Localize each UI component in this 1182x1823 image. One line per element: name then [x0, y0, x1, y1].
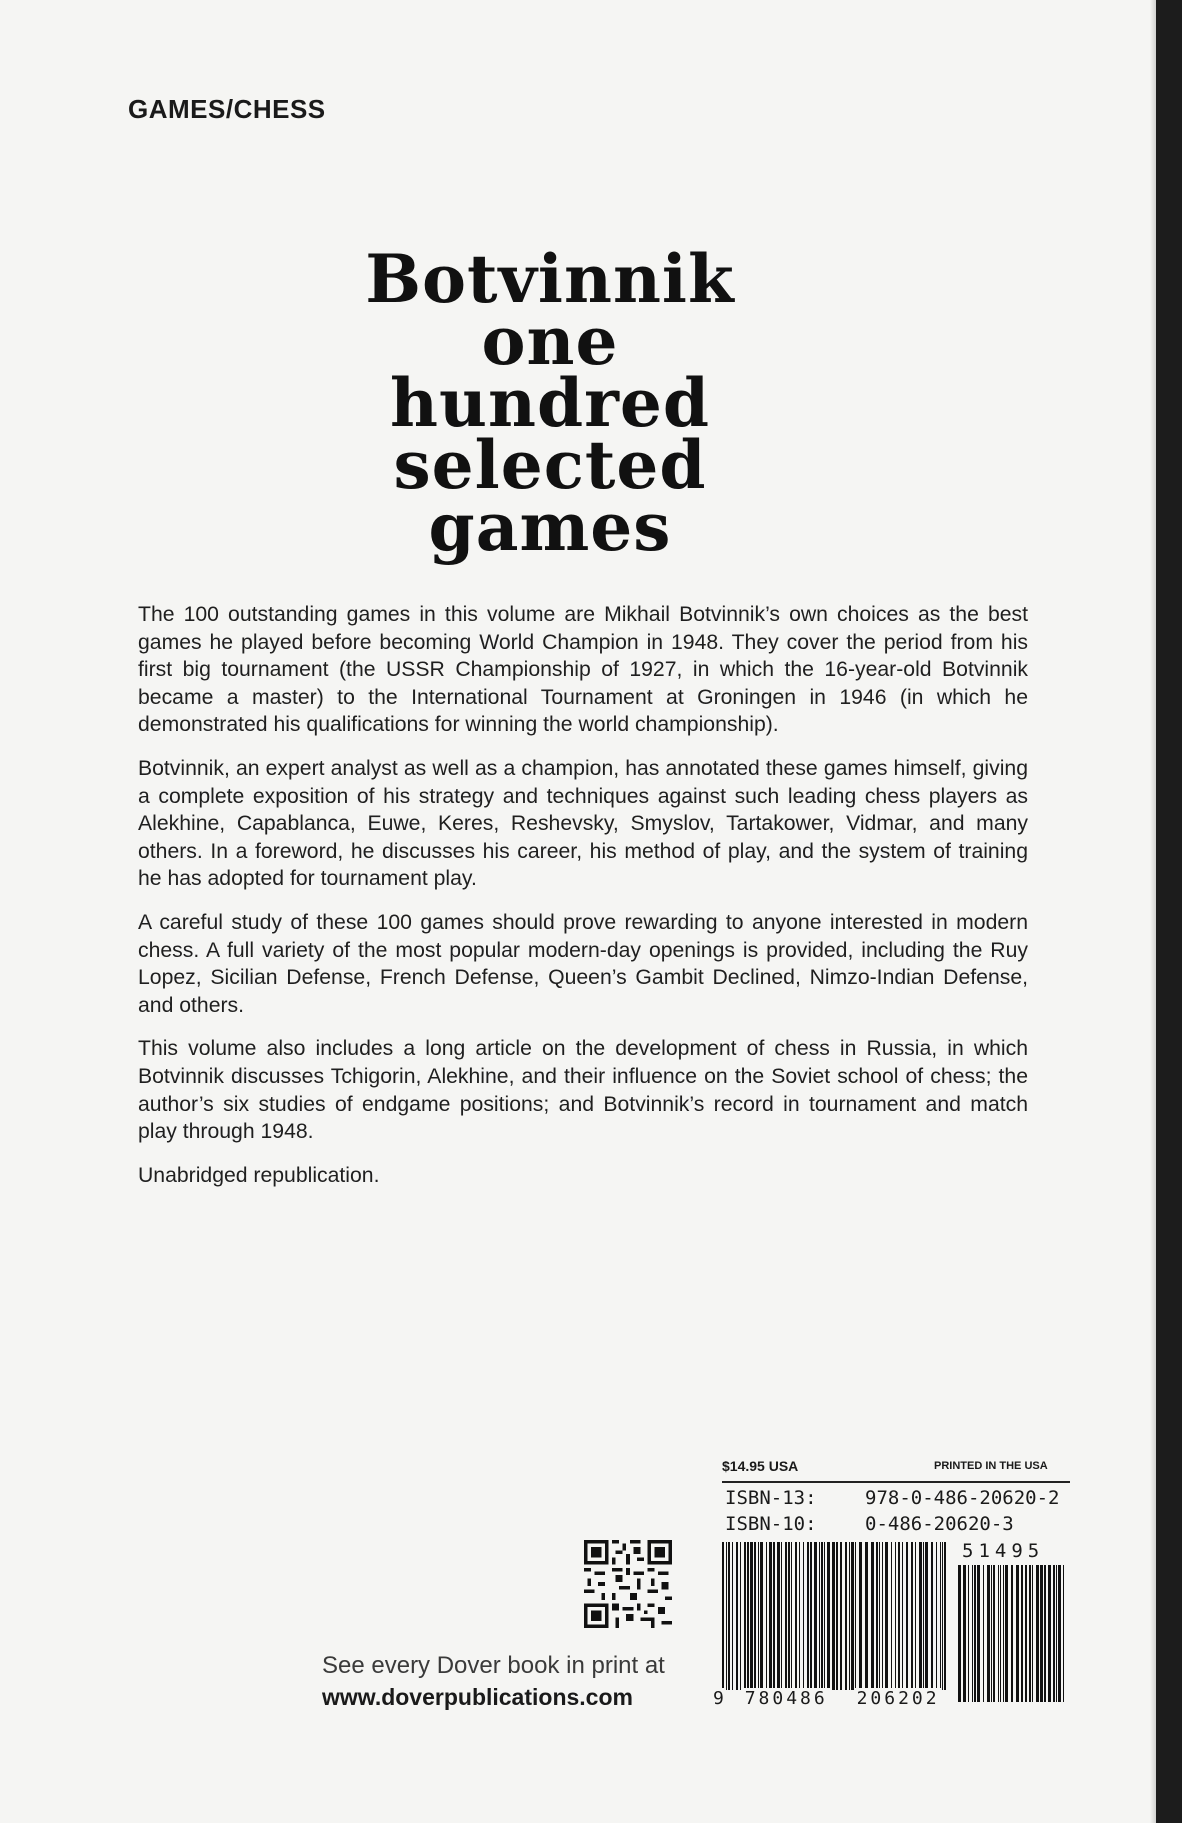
- barcode-bar: [766, 1542, 767, 1690]
- barcode-bar: [876, 1542, 878, 1690]
- barcode-bar: [824, 1542, 825, 1690]
- barcode-bar: [879, 1542, 880, 1690]
- barcode-bar: [891, 1542, 892, 1690]
- description-paragraph: Botvinnik, an expert analyst as well as a champion, has annotated these games himself, giving a complete exposition of his strategy and techniques against such leading chess players as Alekhine, Capablanca, Euwe, Keres, Reshevsky, Smyslov, Tartakower, Vidmar, and many others. In a foreword, he discusses his career, his method of play, and the system of training he has adopted for tournament play.: [138, 756, 1028, 891]
- barcode-bar: [963, 1565, 966, 1702]
- barcode-bar: [736, 1542, 738, 1690]
- barcode-bar: [871, 1542, 874, 1690]
- barcode-bar: [855, 1542, 856, 1690]
- title-line: one: [481, 302, 619, 380]
- barcode-bar: [991, 1565, 992, 1702]
- price: $14.95 USA: [722, 1458, 799, 1474]
- title-line: hundred: [389, 364, 711, 442]
- barcode-bar: [1056, 1565, 1057, 1702]
- title-line: Botvinnik: [365, 240, 735, 318]
- qr-code-icon[interactable]: [584, 1540, 672, 1628]
- barcode-bar: [958, 1565, 961, 1702]
- ean-left-digits: 780486: [744, 1688, 828, 1709]
- description: [138, 601, 1028, 1205]
- barcode-bar: [821, 1542, 823, 1690]
- price-addon-code: 51495: [962, 1540, 1045, 1562]
- barcode-bar: [923, 1542, 924, 1690]
- isbn-10-value: 0-486-20620-3: [865, 1513, 1014, 1535]
- barcode-bar: [832, 1542, 835, 1690]
- barcode-icon: [722, 1542, 948, 1702]
- description-paragraph: This volume also includes a long article on the development of chess in Russia, in which Botvinnik discusses Tchigorin, Alekhine, and their influence on the Soviet school of chess; the author’s six studies of endgame positions; and Botvinnik’s record in tournament and match play through 1948.: [138, 1037, 1028, 1144]
- barcode-bar: [987, 1565, 990, 1702]
- barcode-bar: [968, 1565, 969, 1702]
- category-label: GAMES/CHESS: [128, 94, 326, 124]
- barcode-bar: [722, 1542, 724, 1690]
- barcode-bar: [747, 1542, 749, 1690]
- barcode-bar: [1003, 1565, 1004, 1702]
- barcode-bar: [1029, 1565, 1031, 1702]
- barcode-bar: [898, 1542, 900, 1690]
- barcode-bar: [925, 1542, 928, 1690]
- barcode-bar: [895, 1542, 896, 1690]
- ean-first-digit: 9: [713, 1688, 724, 1709]
- barcode-bar: [1040, 1565, 1043, 1702]
- barcode-bar: [911, 1542, 913, 1690]
- barcode-bar: [1063, 1565, 1064, 1702]
- barcode-bar: [1058, 1565, 1061, 1702]
- printed-in-label: PRINTED IN THE USA: [934, 1460, 1048, 1472]
- ean-right-digits: 206202: [856, 1688, 940, 1709]
- barcode-bar: [1032, 1565, 1033, 1702]
- barcode-bar: [882, 1542, 883, 1690]
- isbn-divider: [722, 1481, 1070, 1483]
- isbn-10: [725, 1513, 1014, 1535]
- description-paragraph: A careful study of these 100 games should prove rewarding to anyone interested in modern chess. A full variety of the most popular modern-day openings is provided, including the Ruy Lopez, Sicilian Defense, French Defense, Queen’s Gambit Declined, Nimzo-Indian Defense, and others.: [138, 910, 1028, 1017]
- barcode-bar: [819, 1542, 820, 1690]
- description-paragraph: Unabridged republication.: [138, 1163, 380, 1187]
- isbn-13-value: 978-0-486-20620-2: [865, 1487, 1060, 1509]
- barcode-bar: [754, 1542, 756, 1690]
- addon-barcode-icon: [958, 1565, 1068, 1702]
- barcode-bar: [836, 1542, 838, 1690]
- barcode-bar: [728, 1542, 730, 1690]
- barcode-bar: [740, 1542, 741, 1690]
- barcode-bar: [795, 1542, 797, 1690]
- isbn-13: [725, 1487, 1059, 1509]
- barcode-bar: [1016, 1565, 1019, 1702]
- barcode-bar: [785, 1542, 787, 1690]
- barcode-bar: [1036, 1565, 1039, 1702]
- barcode-bar: [972, 1565, 973, 1702]
- barcode-bar: [859, 1542, 862, 1690]
- barcode-bar: [758, 1542, 759, 1690]
- barcode-bar: [942, 1542, 943, 1690]
- description-paragraph: The 100 outstanding games in this volume are Mikhail Botvinnik’s own choices as the best games he played before becoming World Champion in 1948. They cover the period from his first big tournament (the USSR Championship of 1927, in which the 16-year-old Botvinnik became a master) to the International Tournament at Groningen in 1946 (in which he demonstrated his qualifications for winning the world championship).: [138, 603, 1028, 737]
- barcode-bar: [998, 1565, 999, 1702]
- barcode-bar: [944, 1542, 946, 1690]
- website-link[interactable]: www.doverpublications.com: [322, 1684, 633, 1710]
- barcode-bar: [915, 1542, 916, 1690]
- barcode-bar: [732, 1542, 733, 1690]
- barcode-bar: [974, 1565, 976, 1702]
- barcode-bar: [791, 1542, 792, 1690]
- barcode-bar: [803, 1542, 804, 1690]
- isbn-10-label: ISBN-10:: [725, 1513, 817, 1535]
- barcode-bar: [977, 1565, 980, 1702]
- barcode-bar: [810, 1542, 812, 1690]
- ean-digits: [711, 1688, 942, 1709]
- barcode-bar: [788, 1542, 790, 1690]
- barcode-bar: [936, 1542, 937, 1690]
- barcode-bar: [760, 1542, 763, 1690]
- barcode-bar: [781, 1542, 782, 1690]
- title-line: games: [428, 488, 672, 566]
- barcode-bar: [865, 1542, 868, 1690]
- barcode-bar: [1025, 1565, 1027, 1702]
- barcode-bar: [744, 1542, 746, 1690]
- barcode-bar: [902, 1542, 903, 1690]
- barcode-bar: [983, 1565, 984, 1702]
- spine-edge: [1156, 0, 1182, 1823]
- barcode-bar: [940, 1542, 941, 1690]
- barcode-bar: [845, 1542, 847, 1690]
- barcode-bar: [1011, 1565, 1013, 1702]
- barcode-bar: [885, 1542, 888, 1690]
- barcode-bar: [849, 1542, 850, 1690]
- barcode-bar: [1021, 1565, 1023, 1702]
- barcode-bar: [769, 1542, 772, 1690]
- barcode-bar: [919, 1542, 922, 1690]
- barcode-bar: [1044, 1565, 1046, 1702]
- see-every-text: See every Dover book in print at: [322, 1652, 665, 1679]
- barcode-bar: [1053, 1565, 1055, 1702]
- barcode-bar: [773, 1542, 775, 1690]
- barcode-bar: [1005, 1565, 1008, 1702]
- barcode-bar: [799, 1542, 800, 1690]
- barcode-bar: [851, 1542, 854, 1690]
- barcode-bar: [750, 1542, 753, 1690]
- barcode-bar: [993, 1565, 995, 1702]
- title-line: selected: [393, 426, 707, 504]
- barcode-bar: [840, 1542, 842, 1690]
- book-title: [200, 240, 900, 566]
- barcode-bar: [906, 1542, 908, 1690]
- barcode-bar: [931, 1542, 933, 1690]
- barcode-bar: [814, 1542, 817, 1690]
- barcode-bar: [807, 1542, 809, 1690]
- barcode-bar: [1048, 1565, 1051, 1702]
- barcode-bar: [1000, 1565, 1001, 1702]
- barcode-bar: [726, 1542, 727, 1690]
- barcode-bar: [827, 1542, 830, 1690]
- isbn-13-label: ISBN-13:: [725, 1487, 817, 1509]
- barcode-bar: [777, 1542, 780, 1690]
